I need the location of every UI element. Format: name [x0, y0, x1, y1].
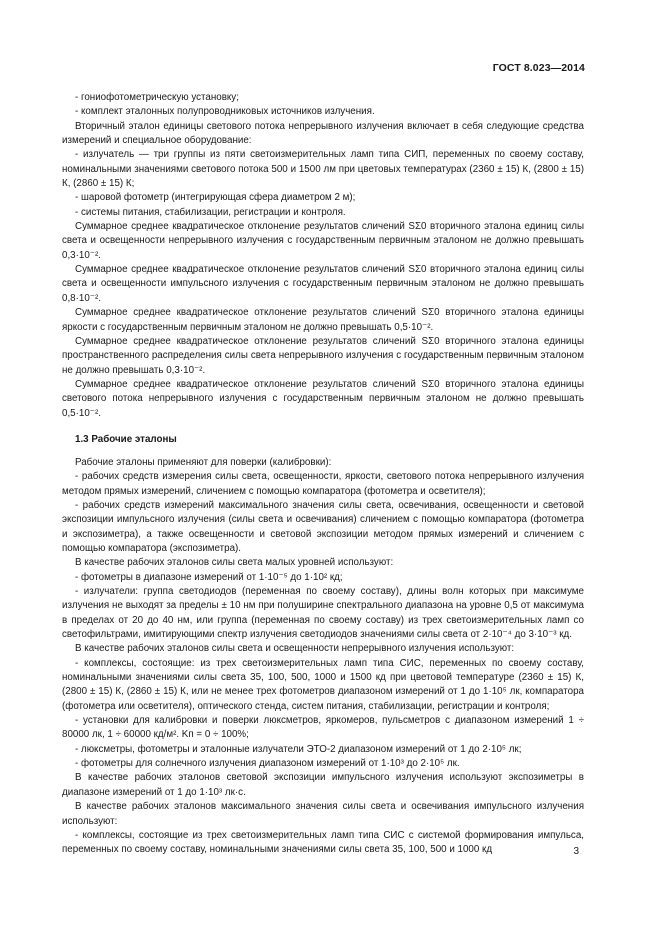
document-body — [62, 91, 584, 858]
paragraph: Суммарное среднее квадратическое отклонение результатов сличений SΣ0 вторичного эталона единиц силы света и освещенности непрерывного излучения с государственным первичным эталоном не должно превышать 0,3·10⁻². — [62, 221, 584, 261]
paragraph: Суммарное среднее квадратическое отклонение результатов сличений SΣ0 вторичного эталона единицы светового потока непрерывного излучения с государственным первичным эталоном не должно превышать 0,5·10⁻². — [62, 378, 584, 419]
list-item: - комплексы, состоящие: из трех светоизмерительных ламп типа СИС, переменных по своему составу, номинальными значениями силы света 35, 100, 500, 1000 и 1500 кд при цветовой температуре (2360 ± 15) К, (2800 ± 15) К, (2860 ± 15) К, или не менее трех фотометров диапазоном измерений от 1 до 1·10⁵ лк, компаратора (фотометра или осветителя), оптического стенда, систем питания, стабилизации, регистрации и контроля; — [62, 657, 584, 712]
section-heading: 1.3 Рабочие эталоны — [75, 433, 177, 445]
list-item: - люксметры, фотометры и эталонные излучатели ЭТО-2 диапазоном измерений от 1 до 2·10⁵ лк; — [75, 743, 522, 755]
list-item: - излучатель — три группы из пяти светоизмерительных ламп типа СИП, переменных по своему составу, номинальными значениями светового потока 500 и 1500 лм при цветовых температурах (2360 ± 15) К, (2800 ± 15) К, (2860 ± 15) К; — [62, 149, 584, 190]
list-item: - системы питания, стабилизации, регистрации и контроля. — [75, 206, 346, 218]
list-item: - рабочих средств измерений максимального значения силы света, освечивания, освещенности и световой экспозиции импульсного излучения (силы света и освечивания) сличением с помощью компаратора (фотометра и экспозиметра), а также освещенности и световой экспозиции методом прямых измерений и сличением с помощью компаратора (экспозиметра). — [62, 499, 584, 554]
list-item: - фотометры в диапазоне измерений от 1·10⁻⁵ до 1·10² кд; — [75, 571, 343, 583]
list-item: - установки для калибровки и поверки люксметров, яркомеров, пульсметров с диапазоном измерений 1 ÷ 80000 лк, 1 ÷ 60000 кд/м². Kп = 0 ÷ 100%; — [62, 715, 584, 741]
paragraph: Вторичный эталон единицы светового потока непрерывного излучения включает в себя следующие средства измерений и специальное оборудование: — [62, 120, 584, 147]
list-item: - излучатели: группа светодиодов (переменная по своему составу), длины волн которых при максимуме излучения не выходят за пределы ± 10 нм при полуширине спектрального диапазона на уровне 0,5 от максимума в пределах от 20 до 40 нм, или группа (переменная по своему составу) из трех светоизмерительных ламп со светофильтрами, имитирующими спектр излучения светодиодов значениями силы света от 2·10⁻⁴ до 3·10⁻³ кд. — [62, 586, 584, 641]
page-number: 3 — [573, 846, 579, 857]
paragraph: В качестве рабочих эталонов силы света и освещенности непрерывного излучения используют: — [75, 643, 515, 655]
paragraph: Рабочие эталоны применяют для поверки (калибровки): — [75, 456, 332, 468]
paragraph: Суммарное среднее квадратическое отклонение результатов сличений SΣ0 вторичного эталона единицы пространственного распределения силы света непрерывного излучения с государственным первичным эталоном не должно превышать 0,3·10⁻². — [62, 335, 584, 376]
list-item: - шаровой фотометр (интегрирующая сфера диаметром 2 м); — [75, 192, 356, 204]
paragraph: Суммарное среднее квадратическое отклонение результатов сличений SΣ0 вторичного эталона единиц силы света и освещенности импульсного излучения с государственным первичным эталоном не должно превышать 0,8·10⁻². — [62, 264, 584, 304]
list-item: - комплект эталонных полупроводниковых источников излучения. — [75, 106, 375, 118]
paragraph: Суммарное среднее квадратическое отклонение результатов сличений SΣ0 вторичного эталона единицы яркости с государственным первичным эталоном не должно превышать 0,5·10⁻². — [62, 307, 584, 333]
list-item: - комплексы, состоящие из трех светоизмерительных ламп типа СИС с системой формирования импульса, переменных по своему составу, номинальными значениями силы света 35, 100, 500 и 1000 кд — [62, 829, 584, 856]
list-item: - фотометры для солнечного излучения диапазоном измерений от 1·10³ до 2·10⁵ лк. — [75, 758, 460, 770]
list-item: - гониофотометрическую установку; — [75, 92, 239, 103]
paragraph: В качестве рабочих эталонов максимального значения силы света и освечивания импульсного излучения используют: — [62, 801, 584, 827]
document-code-header: ГОСТ 8.023—2014 — [492, 62, 585, 74]
paragraph: В качестве рабочих эталонов световой экспозиции импульсного излучения используют экспозиметры в диапазоне измерений от 1 до 1·10³ лк·с. — [62, 772, 584, 798]
list-item: - рабочих средств измерения силы света, освещенности, яркости, светового потока непрерывного излучения методом прямых измерений, сличением с помощью компаратора (фотометра и осветителя); — [62, 471, 584, 497]
paragraph: В качестве рабочих эталонов силы света малых уровней используют: — [75, 557, 394, 569]
